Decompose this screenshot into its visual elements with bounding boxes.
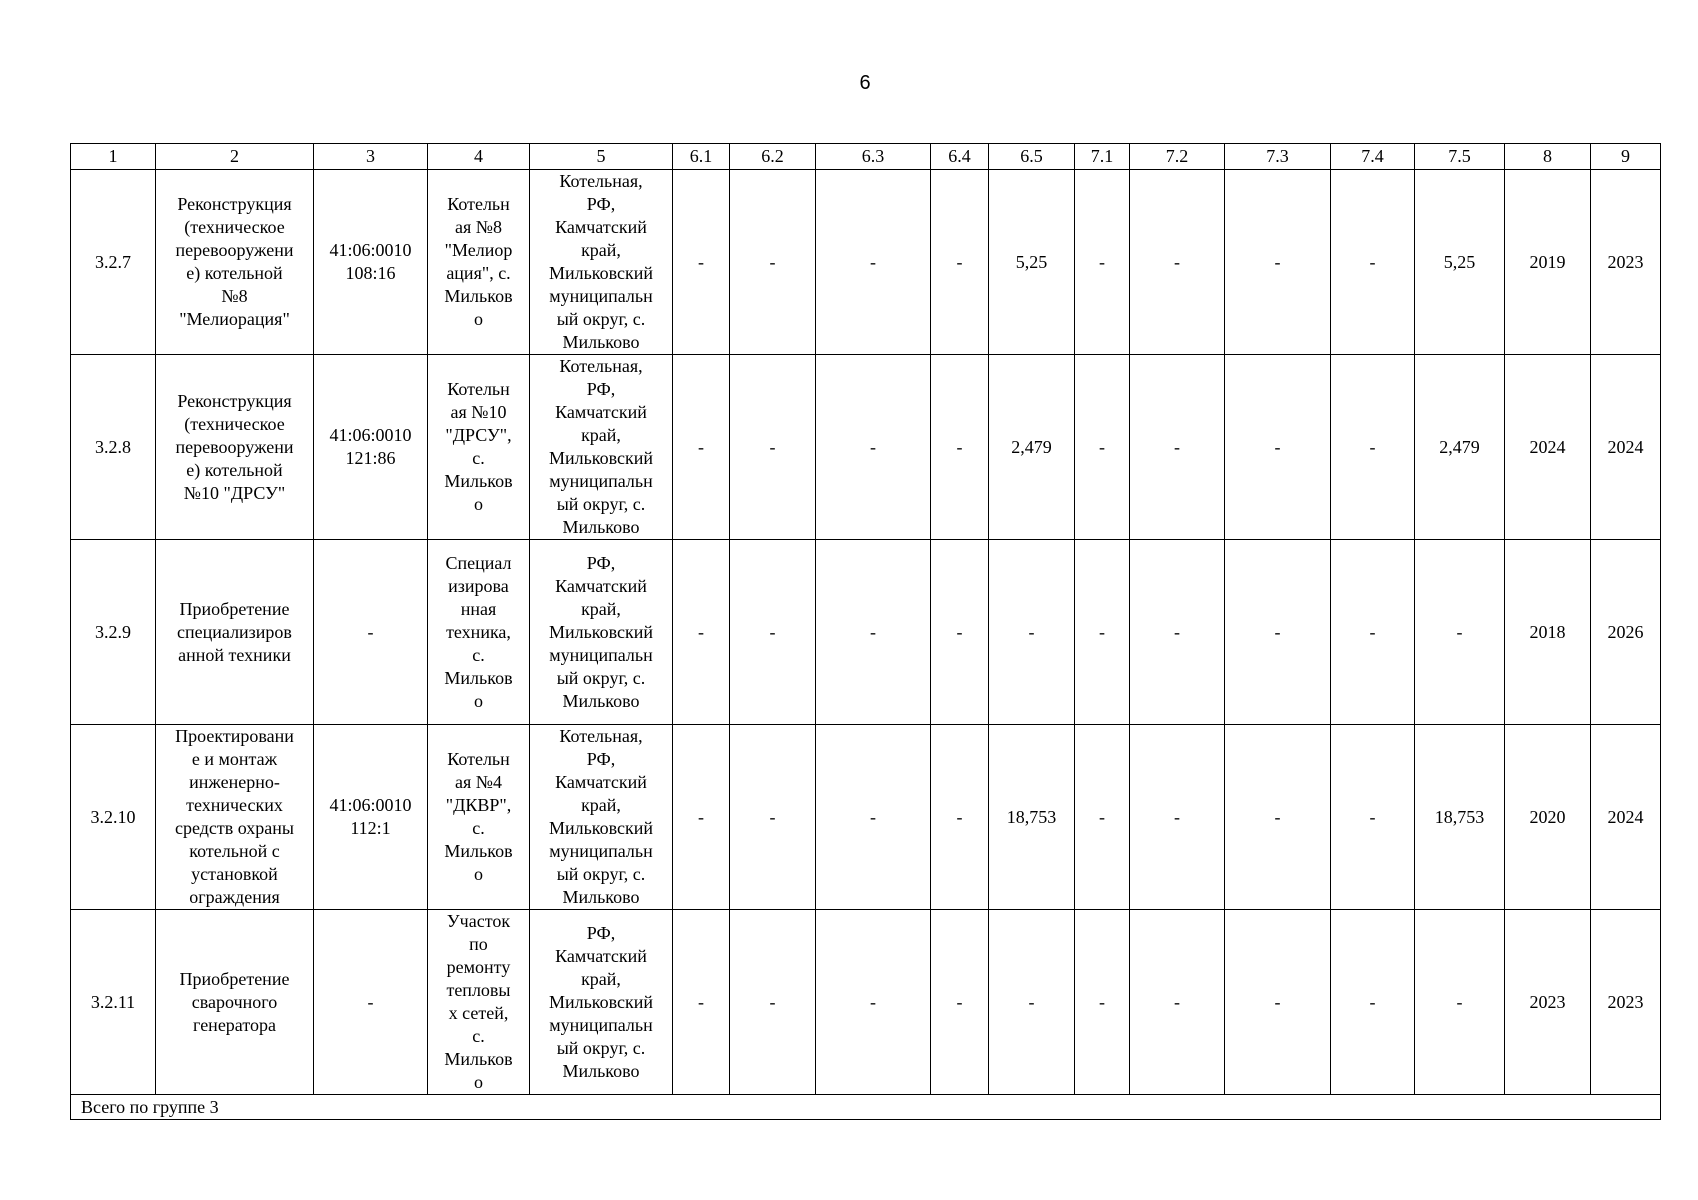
event-name (156, 170, 314, 355)
cell-7-1: - (1075, 540, 1130, 725)
cell-7-2: - (1130, 355, 1225, 540)
cell-6-3: - (816, 725, 931, 910)
event-name (156, 910, 314, 1095)
event-name (156, 725, 314, 910)
object-name (428, 540, 530, 725)
cell-7-3: - (1225, 725, 1331, 910)
start-year: 2024 (1505, 355, 1591, 540)
cell-7-2: - (1130, 725, 1225, 910)
object-name-text: Участок по ремонту тепловы х сетей, с. Мильков о (444, 911, 513, 1092)
start-year: 2023 (1505, 910, 1591, 1095)
object-address-text: РФ, Камчатский край, Мильковский муниципальн ый округ, с. Мильково (548, 552, 654, 711)
cell-7-1: - (1075, 170, 1130, 355)
end-year: 2023 (1591, 170, 1661, 355)
cell-6-3: - (816, 355, 931, 540)
object-address (530, 725, 673, 910)
object-name-text: Специал изирова нная техника, с. Мильков о (444, 552, 513, 711)
cell-7-4: - (1331, 355, 1415, 540)
cell-6-3: - (816, 170, 931, 355)
cadastral-number (314, 540, 428, 725)
cell-7-5: 2,479 (1415, 355, 1505, 540)
start-year: 2019 (1505, 170, 1591, 355)
program-table (70, 143, 1661, 1120)
cell-6-5: - (989, 910, 1075, 1095)
cell-7-2: - (1130, 910, 1225, 1095)
column-header: 9 (1591, 144, 1661, 170)
cadastral-number (314, 725, 428, 910)
cadastral-number (314, 910, 428, 1095)
object-name (428, 170, 530, 355)
start-year: 2020 (1505, 725, 1591, 910)
end-year: 2024 (1591, 725, 1661, 910)
cell-7-4: - (1331, 170, 1415, 355)
column-header: 1 (71, 144, 156, 170)
cell-7-1: - (1075, 725, 1130, 910)
column-number-row (71, 144, 1661, 170)
end-year: 2023 (1591, 910, 1661, 1095)
cell-6-2: - (730, 170, 816, 355)
table-row (71, 910, 1661, 1095)
cell-7-1: - (1075, 355, 1130, 540)
cell-6-2: - (730, 540, 816, 725)
event-name-text: Реконструкция (техническое перевооружени е) котельной №8 "Мелиорация" (175, 194, 294, 329)
cell-6-4: - (931, 725, 989, 910)
cell-6-5: - (989, 540, 1075, 725)
column-header: 7.3 (1225, 144, 1331, 170)
cell-6-4: - (931, 540, 989, 725)
end-year: 2024 (1591, 355, 1661, 540)
cell-6-1: - (673, 355, 730, 540)
cell-6-5: 18,753 (989, 725, 1075, 910)
cadastral-number (314, 170, 428, 355)
cadastral-number-text: 41:06:0010 121:86 (329, 425, 412, 468)
item-number: 3.2.7 (71, 170, 156, 355)
cell-7-3: - (1225, 170, 1331, 355)
object-address (530, 355, 673, 540)
cell-7-2: - (1130, 540, 1225, 725)
item-number: 3.2.11 (71, 910, 156, 1095)
cell-6-1: - (673, 725, 730, 910)
table-row (71, 355, 1661, 540)
object-name-text: Котельн ая №8 "Мелиор ация", с. Мильков о (444, 194, 513, 329)
object-address (530, 540, 673, 725)
column-header: 6.4 (931, 144, 989, 170)
column-header: 2 (156, 144, 314, 170)
cell-6-3: - (816, 910, 931, 1095)
group-total-row (71, 1095, 1661, 1120)
cell-6-4: - (931, 170, 989, 355)
end-year: 2026 (1591, 540, 1661, 725)
cadastral-number-text: 41:06:0010 108:16 (329, 240, 412, 283)
column-header: 7.1 (1075, 144, 1130, 170)
column-header: 6.2 (730, 144, 816, 170)
cell-6-1: - (673, 540, 730, 725)
table-row (71, 540, 1661, 725)
cell-6-5: 2,479 (989, 355, 1075, 540)
column-header: 7.5 (1415, 144, 1505, 170)
object-address-text: Котельная, РФ, Камчатский край, Мильковский муниципальн ый округ, с. Мильково (548, 171, 654, 352)
object-address-text: Котельная, РФ, Камчатский край, Мильковский муниципальн ый округ, с. Мильково (548, 356, 654, 537)
start-year: 2018 (1505, 540, 1591, 725)
cell-7-2: - (1130, 170, 1225, 355)
cell-6-2: - (730, 355, 816, 540)
cadastral-number-text: - (367, 621, 374, 642)
event-name (156, 540, 314, 725)
cadastral-number-text: - (367, 991, 374, 1012)
object-name (428, 725, 530, 910)
object-name-text: Котельн ая №4 "ДКВР", с. Мильков о (444, 749, 513, 884)
cadastral-number-text: 41:06:0010 112:1 (329, 795, 412, 838)
column-header: 7.4 (1331, 144, 1415, 170)
column-header: 5 (530, 144, 673, 170)
object-name-text: Котельн ая №10 "ДРСУ", с. Мильков о (444, 379, 513, 514)
column-header: 8 (1505, 144, 1591, 170)
column-header: 3 (314, 144, 428, 170)
cell-7-4: - (1331, 540, 1415, 725)
column-header: 6.3 (816, 144, 931, 170)
table-row (71, 725, 1661, 910)
object-address-text: РФ, Камчатский край, Мильковский муниципальн ый округ, с. Мильково (548, 922, 654, 1081)
cell-7-3: - (1225, 540, 1331, 725)
event-name-text: Приобретение специализиров анной техники (177, 598, 292, 665)
cell-6-1: - (673, 170, 730, 355)
cell-7-3: - (1225, 355, 1331, 540)
cell-7-4: - (1331, 910, 1415, 1095)
cell-7-5: 18,753 (1415, 725, 1505, 910)
cell-7-4: - (1331, 725, 1415, 910)
object-name (428, 355, 530, 540)
column-header: 6.5 (989, 144, 1075, 170)
object-address (530, 910, 673, 1095)
event-name-text: Реконструкция (техническое перевооружени е) котельной №10 "ДРСУ" (175, 390, 294, 503)
column-header: 4 (428, 144, 530, 170)
cell-7-3: - (1225, 910, 1331, 1095)
event-name-text: Проектировани е и монтаж инженерно- технических средств охраны котельной с установкой ограждения (174, 726, 295, 907)
column-header: 6.1 (673, 144, 730, 170)
cell-6-5: 5,25 (989, 170, 1075, 355)
event-name (156, 355, 314, 540)
object-address-text: Котельная, РФ, Камчатский край, Мильковский муниципальн ый округ, с. Мильково (548, 726, 654, 907)
event-name-text: Приобретение сварочного генератора (179, 968, 290, 1035)
item-number: 3.2.8 (71, 355, 156, 540)
cell-6-3: - (816, 540, 931, 725)
cell-6-2: - (730, 725, 816, 910)
group-total-label: Всего по группе 3 (71, 1095, 1661, 1120)
page-number: 6 (859, 72, 871, 94)
object-name (428, 910, 530, 1095)
cell-6-4: - (931, 355, 989, 540)
cell-7-5: - (1415, 540, 1505, 725)
cell-6-2: - (730, 910, 816, 1095)
column-header: 7.2 (1130, 144, 1225, 170)
cell-7-5: - (1415, 910, 1505, 1095)
cell-7-1: - (1075, 910, 1130, 1095)
cell-6-1: - (673, 910, 730, 1095)
item-number: 3.2.9 (71, 540, 156, 725)
object-address (530, 170, 673, 355)
cell-7-5: 5,25 (1415, 170, 1505, 355)
item-number: 3.2.10 (71, 725, 156, 910)
cell-6-4: - (931, 910, 989, 1095)
table-row (71, 170, 1661, 355)
cadastral-number (314, 355, 428, 540)
